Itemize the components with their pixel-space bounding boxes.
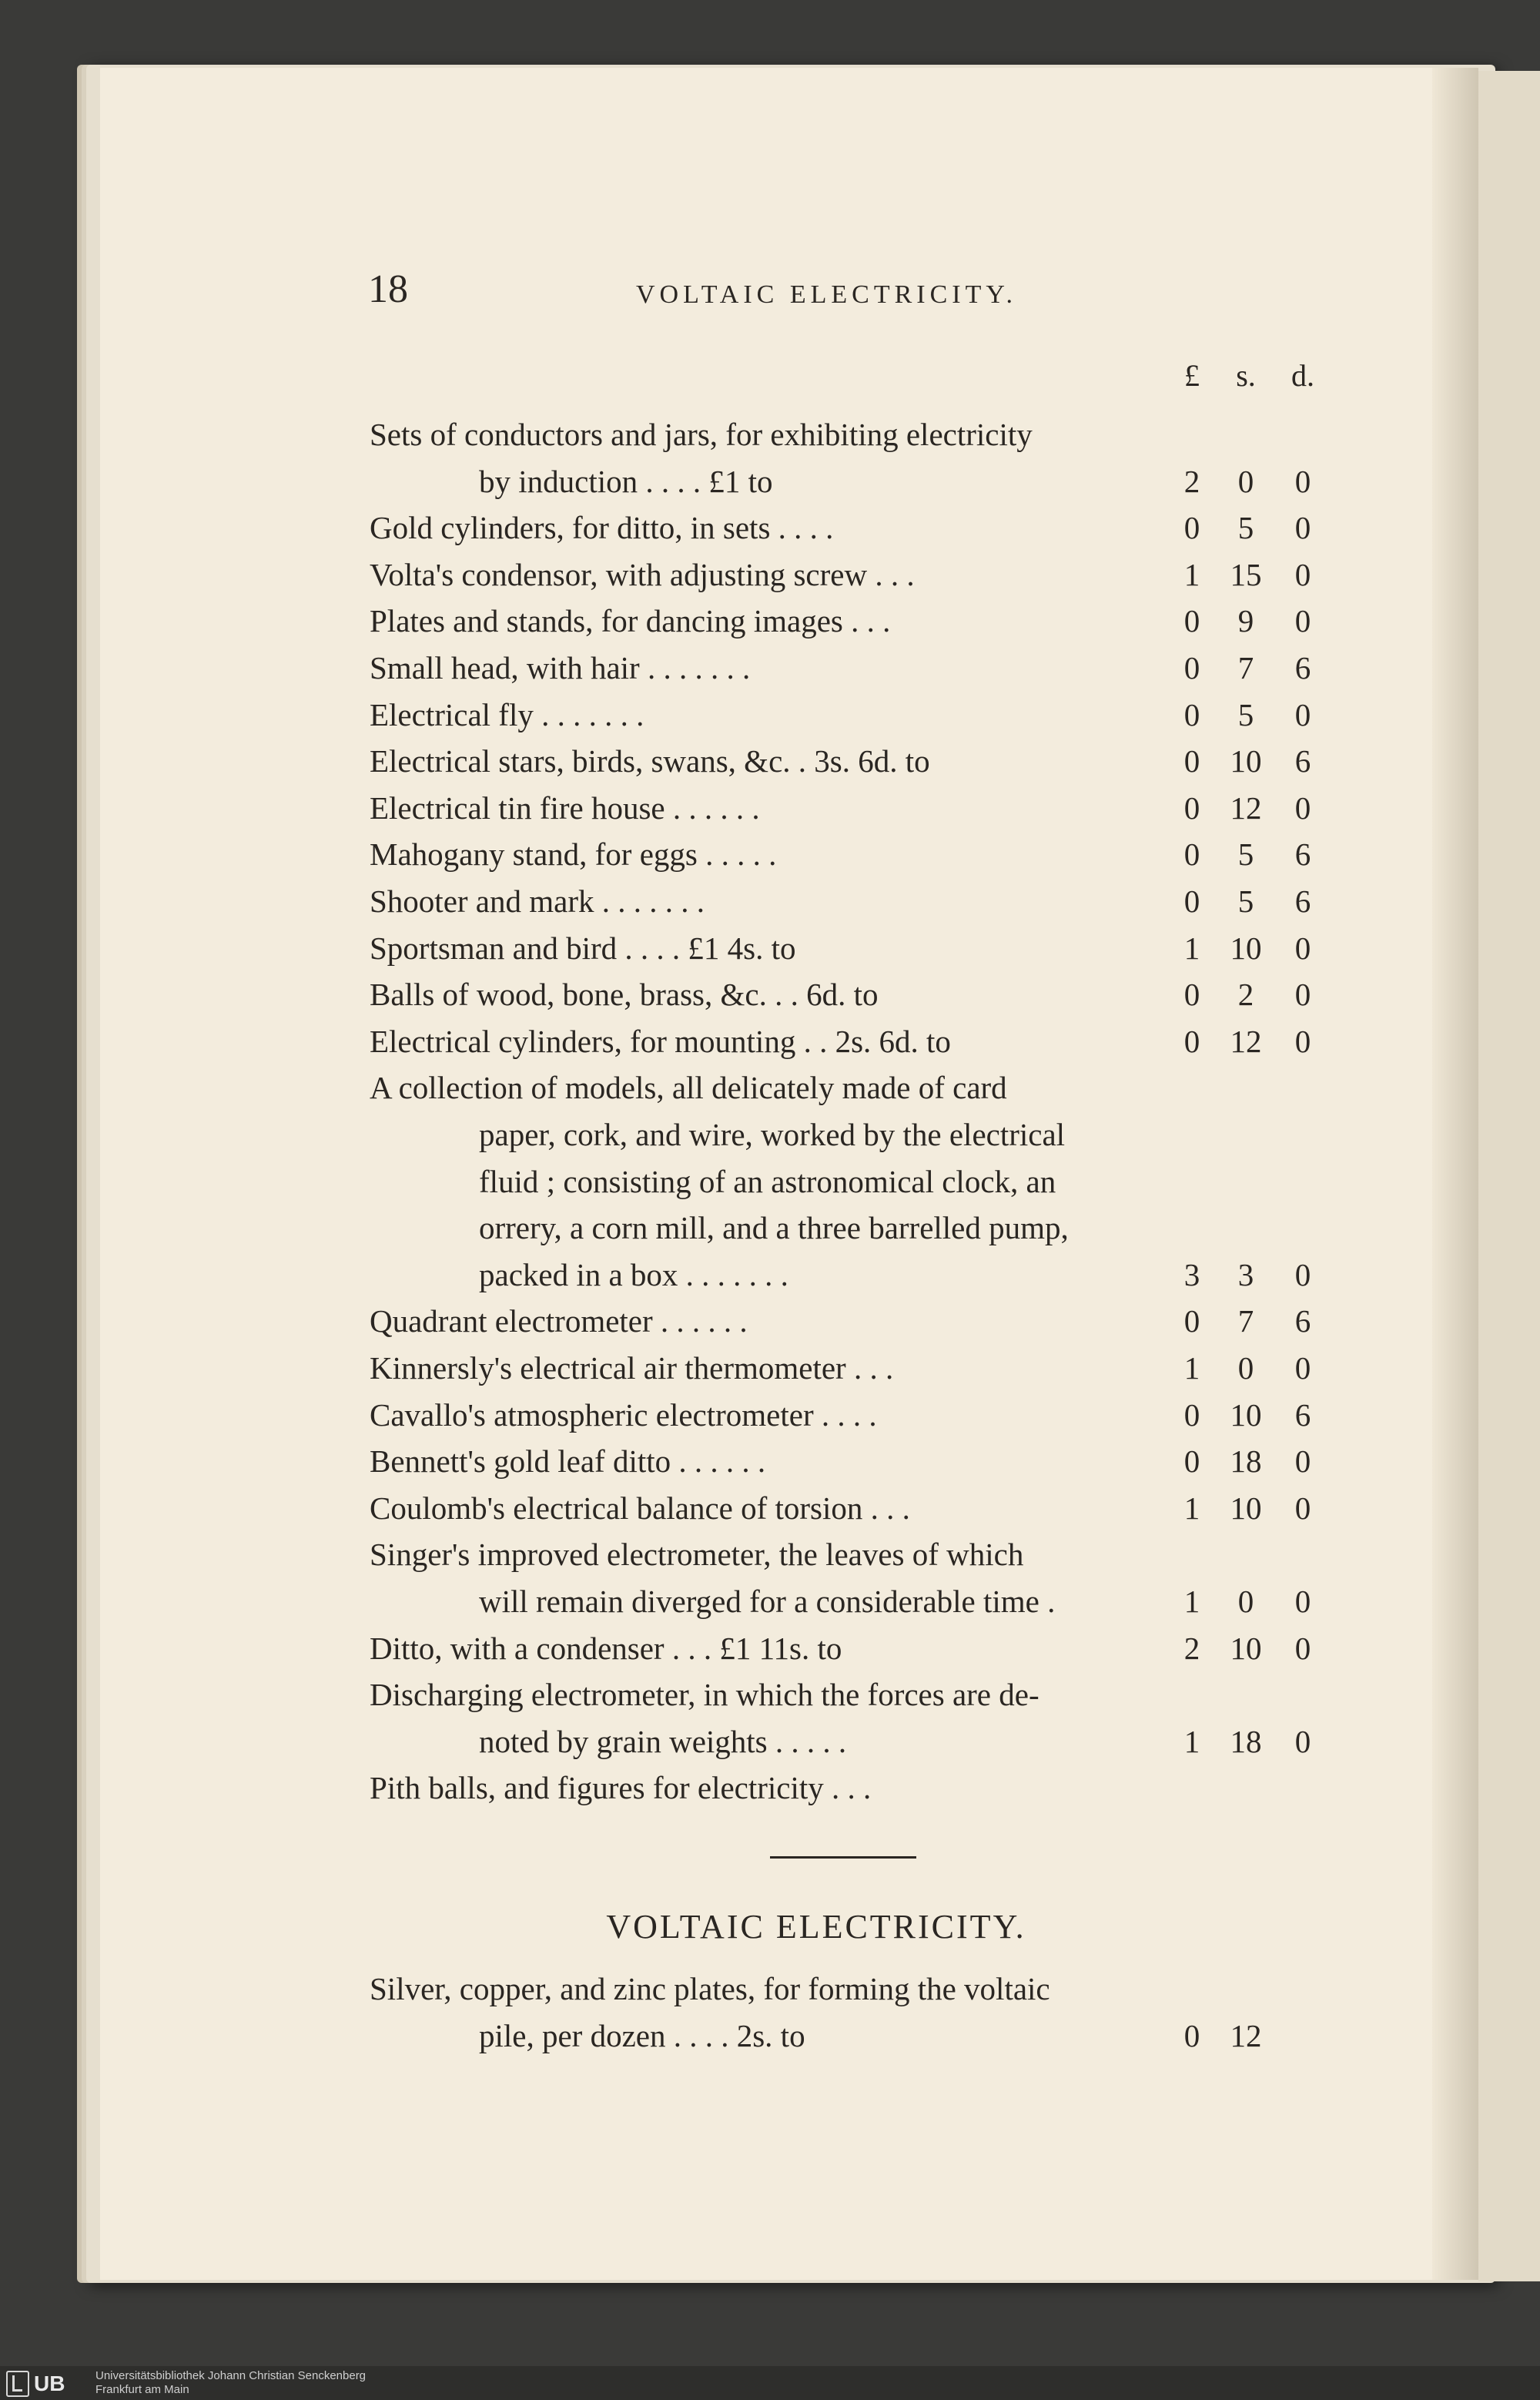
price-pounds: 3 bbox=[1183, 1256, 1200, 1292]
list-item bbox=[0, 1205, 1540, 1251]
price-pence: 0 bbox=[1294, 1256, 1311, 1292]
item-description: A collection of models, all delicately made of card bbox=[370, 1070, 1007, 1106]
column-header-shillings: s. bbox=[1236, 358, 1256, 393]
price-shillings: 10 bbox=[1230, 1396, 1262, 1433]
list-item bbox=[0, 645, 1540, 691]
list-item bbox=[0, 878, 1540, 924]
price-shillings: 10 bbox=[1230, 1630, 1262, 1666]
item-description: Pith balls, and figures for electricity . . . bbox=[370, 1770, 872, 1806]
list-item bbox=[0, 1252, 1540, 1298]
price-shillings: 0 bbox=[1237, 1350, 1254, 1386]
section-divider bbox=[770, 1856, 916, 1859]
price-pounds: 0 bbox=[1183, 836, 1200, 873]
price-shillings: 18 bbox=[1230, 1723, 1262, 1759]
page-number: 18 bbox=[368, 267, 408, 311]
price-pence: 0 bbox=[1294, 1630, 1311, 1666]
list-item bbox=[0, 1578, 1540, 1624]
item-description: by induction . . . . £1 to bbox=[479, 463, 773, 499]
item-description: Electrical tin fire house . . . . . . bbox=[370, 789, 760, 826]
price-pounds: 0 bbox=[1183, 1443, 1200, 1480]
item-description: Small head, with hair . . . . . . . bbox=[370, 650, 751, 685]
item-description: Shooter and mark . . . . . . . bbox=[370, 883, 705, 919]
price-shillings: 9 bbox=[1237, 603, 1254, 639]
price-pounds: 1 bbox=[1183, 1584, 1200, 1619]
price-pence: 0 bbox=[1294, 603, 1311, 639]
price-pence: 0 bbox=[1294, 1490, 1311, 1526]
price-pence: 6 bbox=[1294, 743, 1311, 779]
list-item bbox=[0, 1111, 1540, 1158]
item-description: Electrical fly . . . . . . . bbox=[370, 696, 644, 732]
item-description: Bennett's gold leaf ditto . . . . . . bbox=[370, 1443, 766, 1480]
price-pounds: 0 bbox=[1183, 1023, 1200, 1059]
list-item bbox=[0, 1671, 1540, 1718]
price-shillings: 5 bbox=[1237, 696, 1254, 732]
list-item bbox=[0, 504, 1540, 551]
item-description: paper, cork, and wire, worked by the electrical bbox=[479, 1117, 1066, 1152]
price-shillings: 12 bbox=[1230, 1023, 1262, 1059]
price-pence: 6 bbox=[1294, 836, 1311, 873]
price-pence: 0 bbox=[1294, 463, 1311, 499]
item-description: pile, per dozen . . . . 2s. to bbox=[479, 2017, 805, 2053]
column-header-pence: d. bbox=[1291, 358, 1314, 393]
item-description: Singer's improved electrometer, the leaves of which bbox=[370, 1537, 1024, 1573]
item-description: Plates and stands, for dancing images . . . bbox=[370, 603, 891, 639]
price-pence: 0 bbox=[1294, 930, 1311, 966]
item-description: Ditto, with a condenser . . . £1 11s. to bbox=[370, 1630, 842, 1666]
list-item bbox=[0, 551, 1540, 598]
item-description: packed in a box . . . . . . . bbox=[479, 1256, 788, 1292]
price-shillings: 7 bbox=[1237, 1303, 1254, 1339]
price-pounds: 1 bbox=[1183, 1350, 1200, 1386]
list-item bbox=[0, 1158, 1540, 1205]
list-item bbox=[0, 1345, 1540, 1391]
item-description: noted by grain weights . . . . . bbox=[479, 1723, 847, 1759]
item-description: Discharging electrometer, in which the forces are de- bbox=[370, 1677, 1040, 1713]
list-item bbox=[0, 785, 1540, 831]
price-shillings: 15 bbox=[1230, 556, 1262, 592]
library-logo bbox=[6, 2371, 91, 2397]
price-pence: 0 bbox=[1294, 510, 1311, 546]
price-pence: 0 bbox=[1294, 1023, 1311, 1059]
price-shillings: 12 bbox=[1230, 789, 1262, 826]
library-logo-text: UB bbox=[34, 2372, 65, 2395]
list-item bbox=[0, 1718, 1540, 1765]
price-shillings: 5 bbox=[1237, 836, 1254, 873]
price-pence: 0 bbox=[1294, 1350, 1311, 1386]
price-pence: 6 bbox=[1294, 1303, 1311, 1339]
list-item bbox=[0, 1966, 1540, 2012]
price-pounds: 1 bbox=[1183, 556, 1200, 592]
list-item bbox=[0, 692, 1540, 738]
list-item bbox=[0, 738, 1540, 784]
list-item bbox=[0, 1765, 1540, 1811]
item-description: Electrical stars, birds, swans, &c. . 3s. 6d. to bbox=[370, 743, 930, 779]
price-shillings: 12 bbox=[1230, 2017, 1262, 2053]
list-item bbox=[0, 1018, 1540, 1064]
price-pounds: 0 bbox=[1183, 603, 1200, 639]
list-item bbox=[0, 411, 1540, 458]
item-description: Silver, copper, and zinc plates, for forming the voltaic bbox=[370, 1971, 1050, 2006]
price-shillings: 0 bbox=[1237, 1584, 1254, 1619]
item-description: Kinnersly's electrical air thermometer . . . bbox=[370, 1350, 894, 1386]
price-pounds: 0 bbox=[1183, 977, 1200, 1013]
price-pounds: 1 bbox=[1183, 1723, 1200, 1759]
running-head: VOLTAIC ELECTRICITY. bbox=[636, 280, 1018, 309]
price-shillings: 10 bbox=[1230, 930, 1262, 966]
item-description: Sets of conductors and jars, for exhibiting electricity bbox=[370, 417, 1033, 452]
price-shillings: 5 bbox=[1237, 510, 1254, 546]
price-shillings: 0 bbox=[1237, 463, 1254, 499]
price-shillings: 10 bbox=[1230, 1490, 1262, 1526]
price-pence: 0 bbox=[1294, 1443, 1311, 1480]
price-pence: 0 bbox=[1294, 556, 1311, 592]
price-pounds: 0 bbox=[1183, 883, 1200, 919]
item-description: Coulomb's electrical balance of torsion . . . bbox=[370, 1490, 910, 1526]
library-logo-icon bbox=[6, 2371, 29, 2397]
item-description: Quadrant electrometer . . . . . . bbox=[370, 1303, 748, 1339]
price-shillings: 7 bbox=[1237, 650, 1254, 685]
price-pence: 6 bbox=[1294, 650, 1311, 685]
item-description: fluid ; consisting of an astronomical clock, an bbox=[479, 1163, 1056, 1199]
price-shillings: 10 bbox=[1230, 743, 1262, 779]
list-item bbox=[0, 1298, 1540, 1344]
list-item bbox=[0, 1064, 1540, 1111]
price-pounds: 1 bbox=[1183, 1490, 1200, 1526]
item-description: Gold cylinders, for ditto, in sets . . . . bbox=[370, 510, 834, 546]
footer-line-2: Frankfurt am Main bbox=[95, 2383, 189, 2396]
price-shillings: 5 bbox=[1237, 883, 1254, 919]
list-item bbox=[0, 1438, 1540, 1484]
item-description: Balls of wood, bone, brass, &c. . . 6d. to bbox=[370, 977, 879, 1013]
price-pence: 0 bbox=[1294, 789, 1311, 826]
item-description: Sportsman and bird . . . . £1 4s. to bbox=[370, 930, 796, 966]
price-pence: 0 bbox=[1294, 1584, 1311, 1619]
column-header-pounds: £ bbox=[1184, 358, 1200, 393]
section-title: VOLTAIC ELECTRICITY. bbox=[606, 1908, 1026, 1946]
price-pence: 0 bbox=[1294, 977, 1311, 1013]
price-pounds: 0 bbox=[1183, 650, 1200, 685]
price-pence: 6 bbox=[1294, 883, 1311, 919]
item-description: Mahogany stand, for eggs . . . . . bbox=[370, 836, 777, 873]
price-pence: 6 bbox=[1294, 1396, 1311, 1433]
price-pounds: 0 bbox=[1183, 510, 1200, 546]
price-shillings: 2 bbox=[1237, 977, 1254, 1013]
price-pounds: 2 bbox=[1183, 463, 1200, 499]
item-description: Volta's condensor, with adjusting screw . . . bbox=[370, 556, 915, 592]
list-item bbox=[0, 971, 1540, 1017]
price-shillings: 18 bbox=[1230, 1443, 1262, 1480]
price-pounds: 0 bbox=[1183, 2017, 1200, 2053]
item-description: orrery, a corn mill, and a three barrelled pump, bbox=[479, 1210, 1069, 1246]
price-pounds: 0 bbox=[1183, 1303, 1200, 1339]
price-pence: 0 bbox=[1294, 1723, 1311, 1759]
footer-credit bbox=[95, 2369, 366, 2397]
list-item bbox=[0, 1531, 1540, 1577]
price-pounds: 1 bbox=[1183, 930, 1200, 966]
list-item bbox=[0, 1485, 1540, 1531]
price-pounds: 0 bbox=[1183, 696, 1200, 732]
item-description: will remain diverged for a considerable time . bbox=[479, 1584, 1056, 1619]
footer-line-1: Universitätsbibliothek Johann Christian Senckenberg bbox=[95, 2369, 367, 2382]
list-item bbox=[0, 458, 1540, 504]
list-item bbox=[0, 2013, 1540, 2059]
list-item bbox=[0, 831, 1540, 877]
price-shillings: 3 bbox=[1237, 1256, 1254, 1292]
list-item bbox=[0, 1625, 1540, 1671]
price-pence: 0 bbox=[1294, 696, 1311, 732]
price-pounds: 0 bbox=[1183, 743, 1200, 779]
item-description: Electrical cylinders, for mounting . . 2s. 6d. to bbox=[370, 1023, 951, 1059]
price-pounds: 0 bbox=[1183, 789, 1200, 826]
list-item bbox=[0, 925, 1540, 971]
list-item bbox=[0, 598, 1540, 644]
item-description: Cavallo's atmospheric electrometer . . . . bbox=[370, 1396, 877, 1433]
price-pounds: 0 bbox=[1183, 1396, 1200, 1433]
price-pounds: 2 bbox=[1183, 1630, 1200, 1666]
list-item bbox=[0, 1392, 1540, 1438]
